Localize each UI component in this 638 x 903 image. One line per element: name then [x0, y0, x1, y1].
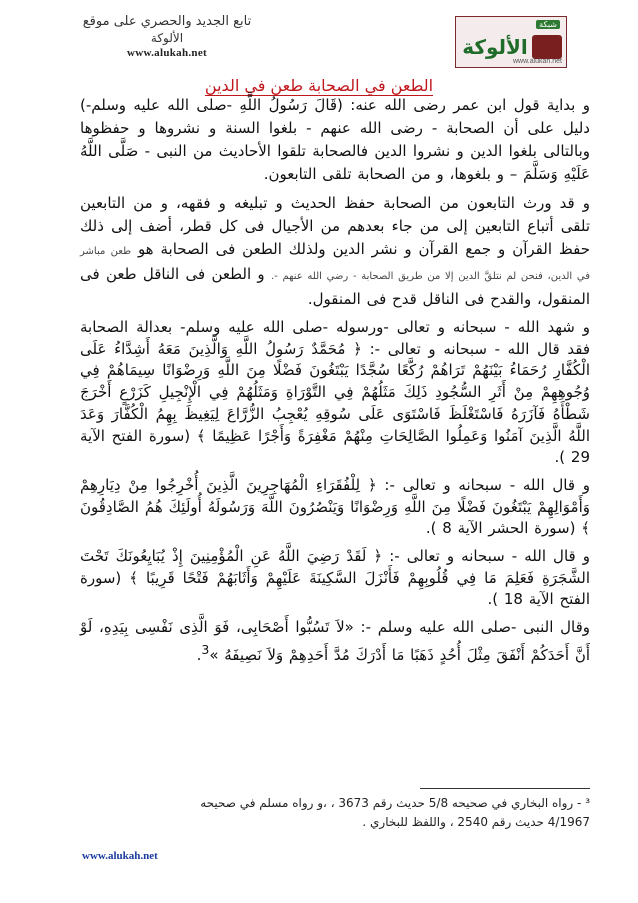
paragraph-3 [80, 317, 590, 469]
paragraph-2-text: و قد ورث التابعون من الصحابة حفظ الحديث و تبليغه و فقهه، و من التابعين تلقى أتباع التابعين إلى من جاء بعدهم من الأجيال فى كل قطر، أضف إلى ذلك حفظ القرآن و جمع القرآن و نشر الدين ولذلك الطعن فى الصحابة هو [80, 194, 590, 258]
article-body [80, 94, 590, 673]
paragraph-1-text: و بداية قول ابن عمر رضى الله عنه: (قَالَ رَسُولُ اللَّهِ -صلى الله عليه وسلم-) دليل على أن الصحابة - رضى الله عنهم - بلغوا السنة و نشروها و حفظوها وبالتالى بلغوا الدين و نشروا الدين فالصحابة تلقوا الأحاديث من النبى - صَلَّى اللَّهُ عَلَيْهِ وَسَلَّمَ – و بلغوها، و من الصحابة تلقى التابعون. [80, 96, 590, 183]
paragraph-6-text: وقال النبى -صلى الله عليه وسلم -: «لاَ تَسُبُّوا أَصْحَابِى، فَوَ الَّذِى نَفْسِى بِيَدِهِ، لَوْ أَنَّ أَحَدَكُمْ أَنْفَقَ مِثْلَ أُحُدٍ ذَهَبًا مَا أَدْرَكَ مُدَّ أَحَدِهِمْ وَلاَ نَصِيفَهُ » [80, 618, 590, 664]
alukah-logo [455, 16, 567, 68]
site-header [52, 14, 282, 59]
paragraph-2-small-note: طعن مباشر في الدين، فنحن لم نتلقَّ الدين إلا من طريق الصحابة - رضي الله عنهم -. [80, 246, 590, 282]
page-title-text: الطعن في الصحابة طعن في الدين [204, 76, 434, 95]
header-follow-text: تابع الجديد والحصري على موقع [82, 14, 252, 29]
footnote-divider [420, 788, 590, 789]
paragraph-2-end: و الطعن فى الناقل طعن فى المنقول، والقدح فى الناقل قدح فى المنقول. [80, 265, 590, 308]
footnote-ref[interactable]: 3 [201, 641, 210, 657]
logo-badge-icon [532, 35, 562, 59]
header-site-name: الألوكة [150, 31, 184, 45]
paragraph-5-text: و قال الله - سبحانه و تعالى -: ﴿ لَقَدْ رَضِيَ اللَّهُ عَنِ الْمُؤْمِنِينَ إِذْ يُبَايِعُونَكَ تَحْتَ الشَّجَرَةِ فَعَلِمَ مَا فِي قُلُوبِهِمْ فَأَنْزَلَ السَّكِينَةَ عَلَيْهِمْ وَأَثَابَهُمْ فَتْحًا قَرِيبًا ﴾ (سورة الفتح الآية 18 ). [80, 547, 590, 609]
logo-name: الألوكة [462, 35, 528, 59]
footnote-line-1: ³ - رواه البخاري في صحيحه 5/8 حديث رقم 3673 ، ،و رواه مسلم في صحيحه [200, 796, 590, 810]
logo-url: www.alukah.net [512, 58, 562, 65]
paragraph-1 [80, 94, 590, 186]
paragraph-4 [80, 475, 590, 540]
paragraph-4-text: و قال الله - سبحانه و تعالى -: ﴿ لِلْفُقَرَاءِ الْمُهَاجِرِينَ الَّذِينَ أُخْرِجُوا مِنْ دِيَارِهِمْ وَأَمْوَالِهِمْ يَبْتَغُونَ فَضْلًا مِنَ اللَّهِ وَرِضْوَانًا وَيَنْصُرُونَ اللَّهَ وَرَسُولَهُ أُولَئِكَ هُمُ الصَّادِقُونَ ﴾ (سورة الحشر الآية 8 ). [80, 475, 590, 538]
page-title [0, 76, 638, 95]
paragraph-6 [80, 617, 590, 666]
footnote-line-2: 4/1967 حديث رقم 2540 ، واللفظ للبخاري . [362, 815, 590, 829]
paragraph-2 [80, 192, 590, 311]
paragraph-6-end: . [196, 645, 202, 664]
footnote [80, 794, 590, 832]
paragraph-3-text: و شهد الله - سبحانه و تعالى -ورسوله -صلى الله عليه وسلم- بعدالة الصحابة فقد قال الله - سبحانه و تعالى -: ﴿ مُحَمَّدٌ رَسُولُ اللَّهِ وَالَّذِينَ مَعَهُ أَشِدَّاءُ عَلَى الْكُفَّارِ رُحَمَاءُ بَيْنَهُمْ تَرَاهُمْ رُكَّعًا سُجَّدًا يَبْتَغُونَ فَضْلًا مِنَ اللَّهِ وَرِضْوَانًا سِيمَاهُمْ فِي وُجُوهِهِمْ مِنْ أَثَرِ السُّجُودِ ذَلِكَ مَثَلُهُمْ فِي التَّوْرَاةِ وَمَثَلُهُمْ فِي الْإِنْجِيلِ كَزَرْعٍ أَخْرَجَ شَطْأَهُ فَآزَرَهُ فَاسْتَغْلَظَ فَاسْتَوَى عَلَى سُوقِهِ يُعْجِبُ الزُّرَّاعَ لِيَغِيظَ بِهِمُ الْكُفَّارَ وَعَدَ اللَّهُ الَّذِينَ آمَنُوا وَعَمِلُوا الصَّالِحَاتِ مِنْهُمْ مَغْفِرَةً وَأَجْرًا عَظِيمًا ﴾ (سورة الفتح الآية 29 ). [80, 318, 590, 467]
header-url-link[interactable]: www.alukah.net [127, 47, 207, 59]
logo-top-label: شبكة [536, 20, 560, 29]
paragraph-5 [80, 546, 590, 611]
footer-url-link[interactable]: www.alukah.net [82, 850, 158, 862]
